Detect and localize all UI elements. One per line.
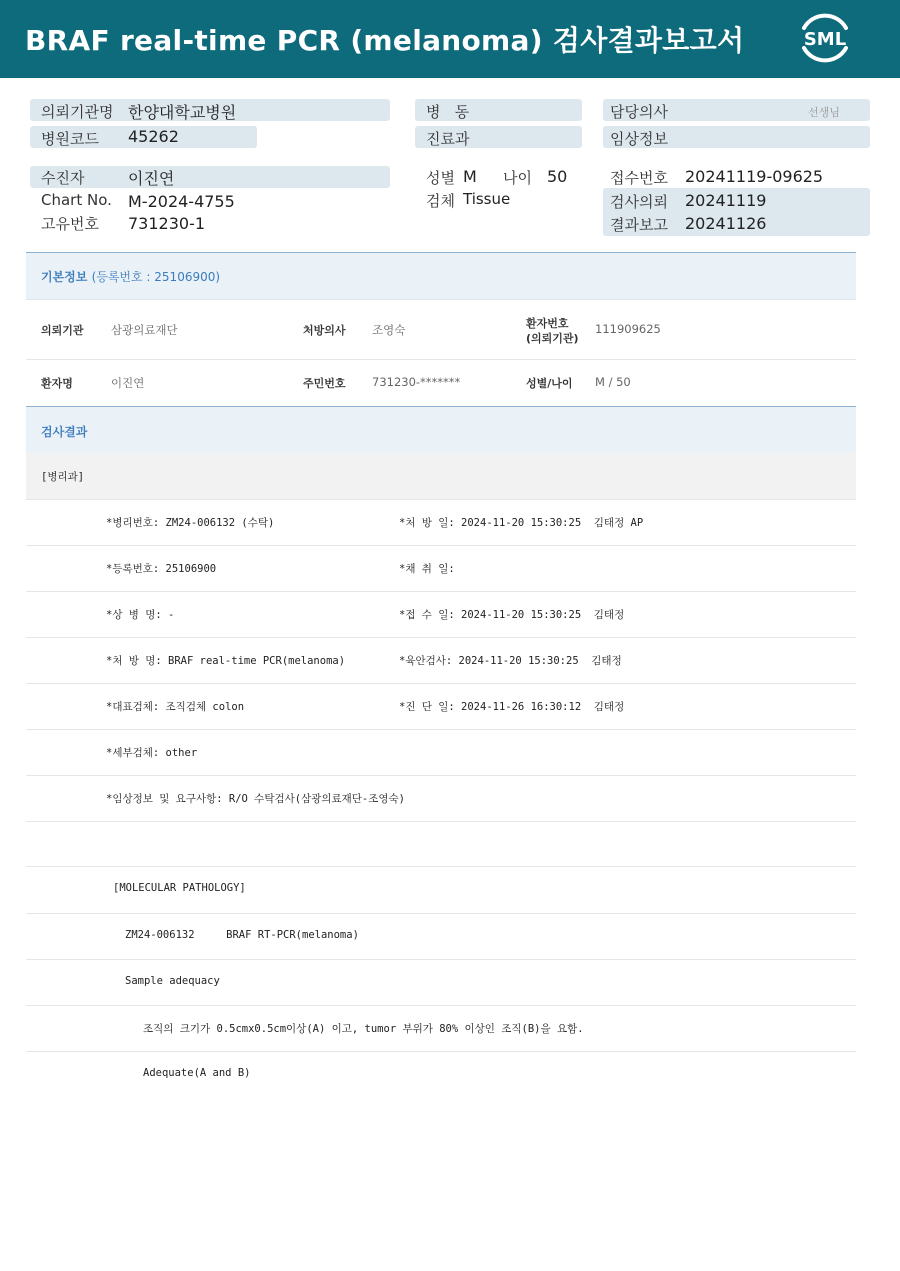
divider [26, 499, 856, 500]
result-row-left: *상 병 명: - [106, 609, 175, 621]
result-row-right: *처 방 일: 2024-11-20 15:30:25 김태정 AP [399, 517, 644, 529]
result-row-left: *병리번호: ZM24-006132 (수탁) [106, 517, 275, 529]
molecular-line: ZM24-006132 BRAF RT-PCR(melanoma) [125, 929, 359, 941]
rrn-value: 731230-******* [372, 375, 461, 389]
ward-label: 병 동 [426, 103, 470, 121]
sex-age-key: 성별/나이 [526, 377, 573, 390]
basic-info-subtitle: (등록번호 : 25106900) [91, 270, 221, 284]
hospital-code-value: 45262 [128, 127, 179, 146]
result-row-right: *접 수 일: 2024-11-20 15:30:25 김태정 [399, 609, 625, 621]
report-date-value: 20241126 [685, 214, 767, 233]
inst-key: 의뢰기관 [41, 324, 84, 337]
result-header [26, 406, 856, 453]
result-row-right: *육안검사: 2024-11-20 15:30:25 김태정 [399, 655, 622, 667]
dept-label: [병리과] [41, 471, 85, 483]
rrn-key: 주민번호 [303, 377, 346, 390]
patient-no-key-line1: 환자번호 [526, 317, 569, 330]
report-header [0, 0, 900, 78]
patient-no-key-line2: (의뢰기관) [526, 332, 579, 345]
divider [26, 683, 856, 684]
result-row-left: *세부검체: other [106, 747, 198, 759]
molecular-line: Sample adequacy [125, 975, 220, 987]
doctor-label: 담당의사 [610, 103, 668, 121]
department-label: 진료과 [426, 130, 470, 148]
chart-no-value: M-2024-4755 [128, 192, 235, 211]
divider [26, 821, 856, 822]
basic-info-header [26, 252, 856, 299]
patient-label: 수진자 [41, 169, 85, 187]
basic-info-title: 기본정보 [41, 270, 88, 284]
institution-value: 한양대학교병원 [128, 103, 237, 122]
divider [26, 637, 856, 638]
patient-value: 이진연 [128, 169, 175, 188]
receipt-no-label: 접수번호 [610, 169, 668, 187]
clinical-info-label: 임상정보 [610, 130, 668, 148]
institution-label: 의뢰기관명 [41, 103, 114, 121]
result-row-left: *대표검체: 조직검체 colon [106, 701, 245, 713]
hospital-code-label: 병원코드 [41, 130, 99, 148]
specimen-value: Tissue [463, 190, 511, 208]
sex-label: 성별 [426, 169, 455, 187]
request-date-label: 검사의뢰 [610, 193, 668, 211]
patient-name-key: 환자명 [41, 377, 73, 390]
molecular-line: Adequate(A and B) [143, 1067, 251, 1079]
divider [26, 729, 856, 730]
logo-text: SML [803, 29, 847, 50]
molecular-line: 조직의 크기가 0.5cmx0.5cm이상(A) 이고, tumor 부위가 80% 이상인 조직(B)을 요함. [143, 1023, 584, 1035]
divider [26, 545, 856, 546]
chart-no-label: Chart No. [41, 191, 112, 209]
divider [26, 775, 856, 776]
report-date-label: 결과보고 [610, 216, 668, 234]
divider [26, 913, 856, 914]
age-value: 50 [547, 167, 568, 186]
molecular-title: [MOLECULAR PATHOLOGY] [113, 882, 246, 894]
inst-value: 삼광의료재단 [111, 323, 178, 337]
unique-no-label: 고유번호 [41, 215, 99, 233]
result-row-right: *채 취 일: [399, 563, 455, 575]
receipt-no-value: 20241119-09625 [685, 167, 824, 186]
report-title: BRAF real-time PCR (melanoma) 검사결과보고서 [25, 24, 745, 57]
divider [26, 299, 856, 300]
patient-name-value: 이진연 [111, 376, 145, 390]
divider [26, 959, 856, 960]
result-title: 검사결과 [41, 425, 88, 439]
request-date-value: 20241119 [685, 191, 767, 210]
divider [26, 866, 856, 867]
result-row-right: *진 단 일: 2024-11-26 16:30:12 김태정 [399, 701, 625, 713]
sex-value: M [463, 167, 477, 186]
patient-no-value: 111909625 [595, 322, 661, 336]
specimen-label: 검체 [426, 192, 455, 210]
result-row-left: *임상정보 및 요구사항: R/O 수탁검사(삼광의료재단-조영숙) [106, 793, 406, 805]
divider [26, 1051, 856, 1052]
divider [26, 359, 856, 360]
divider [26, 591, 856, 592]
sml-logo [792, 10, 858, 66]
sex-age-value: M / 50 [595, 375, 631, 389]
doctor-suffix: 선생님 [808, 106, 840, 119]
prescriber-key: 처방의사 [303, 324, 346, 337]
result-row-left: *등록번호: 25106900 [106, 563, 217, 575]
age-label: 나이 [503, 169, 532, 187]
unique-no-value: 731230-1 [128, 214, 206, 233]
divider [26, 1005, 856, 1006]
prescriber-value: 조영숙 [372, 323, 406, 337]
dept-band [26, 453, 856, 499]
result-row-left: *처 방 명: BRAF real-time PCR(melanoma) [106, 655, 346, 667]
